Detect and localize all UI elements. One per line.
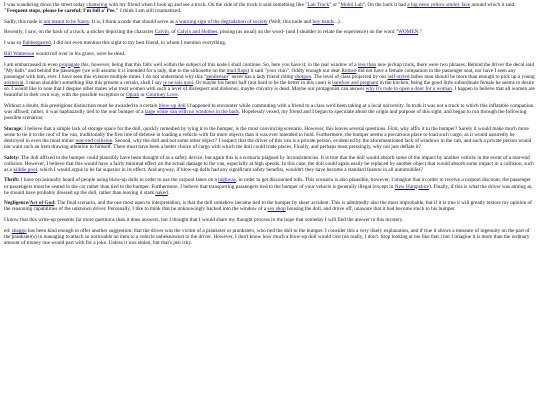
text-run: with my friend when I look up and see a truck. On the side of the truck it said something like "	[107, 2, 308, 8]
scenario-heading: Thrift:	[4, 177, 20, 184]
scenario-heading: "Frequent stops, please be careful; I'm full a' Pee."	[4, 8, 119, 15]
hardlink[interactable]: chattering	[86, 2, 108, 8]
text-run: I was wandering down the street today	[4, 2, 87, 8]
text-run: The final scenario, and the one most open to interpretation, is that the doll somehow became tied to the bumper by sheer accident. This is admittedly also the most improbable, but if it is true it will greatly restore my opinion of the reasoning capabilities of the unknown driver. Personally, I like to think that he unknowingly backed into the window of a	[4, 200, 532, 213]
text-run: I am embarrassed to even	[4, 61, 59, 68]
hardlink[interactable]: Act of God	[29, 200, 55, 207]
hardlink[interactable]: naked	[155, 189, 168, 196]
paragraph	[4, 217, 535, 223]
hardlink[interactable]: less than	[357, 61, 377, 68]
text-run: Recently, I saw, on the back of a truck, a sticker depicting the character	[4, 29, 155, 36]
hardlink[interactable]: je ne sais quoi	[163, 79, 194, 86]
hardlink[interactable]: Lab Truck	[307, 2, 330, 8]
text-run: , in order to get discounted tolls. This scenario is also plausible, however, I imagine that in order to receive a carpool discount, the passenger or passengers must be seated in the car rather than tied to the bumper. Furthermore, I believe that transporting passengers tied to the bumper of your vehicle is generally illegal (except in	[4, 177, 531, 190]
hardlink[interactable]: propagate	[58, 61, 80, 68]
hardlink[interactable]: flabbergasted	[22, 40, 51, 47]
text-run: I was so	[4, 40, 23, 47]
hardlink[interactable]: mud flaps	[226, 67, 248, 74]
paragraph	[4, 19, 535, 25]
text-run: ...).	[333, 18, 341, 25]
text-run: ". On the back it had	[362, 2, 408, 8]
text-run: The doll affixed to the bumper could plausibly have been thought of as a safety device, but again this is a scenario plagued by inconsistencies. It is true that the doll would absorb some of the impact by another vehicle in the event of a rear-end collision. However, I believe that this would have a fairly minimal effect on the actual damage to the van, especially at high speeds. In this case, the doll could again easily be replaced by another object that would absorb some impact in a collision, such as a	[4, 154, 534, 173]
text-run: .	[177, 92, 180, 98]
text-run: . Or maybe his better half (not hard to be the better in this case) is	[193, 79, 333, 86]
hardlink[interactable]: aristocrat	[4, 79, 24, 86]
text-run: I have occasionally heard of people using blow-up dolls in order to use the carpool lanes on a	[19, 177, 219, 184]
hardlink[interactable]: gentleman	[206, 73, 229, 80]
hardlink[interactable]: Calvin and Hobbes	[177, 29, 218, 36]
paragraph	[4, 126, 535, 150]
paragraph	[4, 2, 535, 14]
paragraph	[4, 40, 535, 46]
text-run: " or "	[329, 2, 341, 8]
hardlink[interactable]: barefoot and pregnant	[332, 79, 379, 86]
text-run: , of	[168, 29, 178, 36]
hardlink[interactable]: Courtney Love	[146, 92, 178, 98]
text-run: has been kind enough to offer another suggestion: that the driver was the victim of a prankster or pranksters, who tied the doll to the bumper. I consider this a very likely explanation, and if true it shows a measure of ingenuity on the part of the prankster(s) in managing to attach so noticeable an item to a vehicle unbeknownst to the driver. However, I don't know how much a blow-up doll would cost (no really, I don't. Stop looking at me like that.) but I imagine it is more than the ordinary amount of money one would part with for a joke. Unless it was stolen, but that's just icky.	[4, 227, 530, 246]
paragraph	[4, 155, 535, 173]
paragraph	[4, 228, 535, 246]
text-run: ). Finally, if this is what the driver was aiming at, he should have probably dressed up the doll, rather than leaving it stark	[4, 183, 533, 196]
text-run: .	[167, 189, 170, 196]
hardlink[interactable]: large white van with no windows in the back	[144, 108, 239, 115]
text-run: ladies man should be more than enough to pick up a young	[409, 73, 535, 80]
hardlink[interactable]: Calvin	[154, 29, 169, 36]
text-run: I know that this write-up presents far more questions than it does answers, but I thought that I would share my thought process in the hope that someday I will find the answer to this mystery.	[4, 217, 404, 224]
hardlink[interactable]: New Hampshire	[394, 183, 429, 190]
hardlink[interactable]: kiddie pool	[13, 166, 38, 173]
text-run: (Well, this node and	[267, 18, 313, 25]
text-run: . It is, I think a node that should serve as	[89, 18, 176, 25]
hardlink[interactable]: Bill Watterson	[4, 50, 35, 57]
hardlink[interactable]: Mobil Lab	[340, 2, 363, 8]
text-run: did not have a female companion in the passenger seat, nor have I seen any passenger with him, ever. I have seen this eyesore multiple times. I do not understand why this "	[4, 67, 516, 80]
text-run: ) it said "your chin". Oddly enough our dear	[247, 67, 342, 74]
paragraph	[4, 51, 535, 57]
scenario-heading: Safety:	[4, 154, 20, 161]
hardlink[interactable]: Oprah	[126, 92, 140, 98]
paragraph	[4, 177, 535, 195]
scenario-heading: Storage:	[4, 125, 23, 132]
paragraph	[4, 29, 535, 35]
text-run: . I mean shouldn't something like this present a certain, shall I say	[23, 79, 164, 86]
text-run: housing the doll, and drove off, unaware that it had become stuck to his bumper.	[285, 206, 456, 213]
text-run: this, however, being that this falls well within the subject of this node I shall continue. So, here you have it; in the rear window of a	[79, 61, 358, 68]
text-run: ed:	[4, 227, 12, 234]
hardlink[interactable]: blow-up doll	[158, 102, 186, 109]
text-run: I think I am still traumatized.	[118, 8, 182, 15]
text-run: I happened to encounter while commuting with a friend to a class we'd been taking at a local university. In truth it was not a truck to which this inflatable companion was affixed; rather, it was haphazardly tied to the rear bumper of a	[4, 102, 534, 115]
text-run: ."	[418, 29, 422, 36]
text-run: Sadly, this node is	[4, 18, 44, 25]
hardlink[interactable]: a warning sign of the degradation of society	[175, 18, 268, 25]
hardlink[interactable]: a big neon yellow smiley face	[407, 2, 471, 8]
scenario-heading: Negligence/	[4, 200, 30, 207]
text-run: I believe that a simple lack of storage space for the doll, quickly remedied by tying it to the bumper, is the most convincing scenario. However, this leaves several questions. First, why affix it to the bumper? Surely it would make much more sense to tie it to the roof of the van, traditionally the first line of defense in loading a vehicle with far more objects than it was ever intended to hold. Furthermore, the bumper seems a precarious place to load such cargo, as it would assuredly be destroyed in even the most minor	[4, 125, 529, 144]
paragraph	[4, 62, 535, 99]
paragraph	[4, 200, 535, 212]
text-run: in the kitchen, being the good little subordinate female he seems to desire so. I would like to note that I despise other males who treat women with such a level of disrespect and dishonor, maybe chivalry is dead. Maybe our protagonist can answer	[4, 79, 535, 92]
hardlink[interactable]: WOMEN	[397, 29, 419, 36]
text-run: . Hopelessly vexed, my friend and I began to speculate about the origin and purpose of this sight, and began to run through the following possible scenarios:	[4, 108, 527, 121]
text-run: " never has a lady friend riding	[228, 73, 295, 80]
hardlink[interactable]: why it's rude to open a door for a woman	[365, 85, 452, 92]
text-run: Without a doubt, this prestigious distinction must be awarded to a certain	[4, 102, 159, 109]
scenario-heading: :	[54, 200, 56, 207]
hardlink[interactable]: sbaggo	[11, 227, 27, 234]
text-run: or	[139, 92, 147, 98]
hardlink[interactable]: not meant to be funny	[43, 18, 90, 25]
hardlink[interactable]: sex shop	[267, 206, 286, 213]
paragraph	[4, 103, 535, 121]
text-run: new pickup truck, there were two phrases. Behind the driver the decal said "My balls" and behind the passenger (we will assume it is intended for a lady, due to the silhouette on the	[4, 61, 535, 74]
text-run: around which it said:	[470, 2, 516, 8]
text-run: , which I would argue to be far superior in its effect. And anyway, if blow-up dolls had any significant safety benefits, wouldn't they have become a standard feature in all automobiles?	[37, 166, 423, 173]
text-run: . The level of class projected by our	[311, 73, 388, 80]
hardlink[interactable]: boy bands	[312, 18, 334, 25]
text-run: . Second, why the doll and not some other object? I suspect that the driver of this van is a private person, evidenced by the aforementioned lack of windows in the cab, and such a private person would not want such an item drawing attention to himself. There must have been a better choice of cargo with which the doll could trade places. Finally, and perhaps most pressingly, why not just deflate it?	[4, 137, 532, 150]
text-run: . I happen to believe that all women are beautiful in their own way, with the possible exception or	[4, 85, 535, 98]
hardlink[interactable]: Romeo	[341, 67, 357, 74]
hardlink[interactable]: self-styled	[387, 73, 410, 80]
hardlink[interactable]: highway	[218, 177, 236, 184]
text-run: , I did not even mention this sight to my best friend, to whom I mention everything.	[50, 40, 227, 47]
text-run: would roll over in his grave, were he dead.	[34, 50, 126, 57]
text-run: , pissing (as usual) on the word- (and I shudder to relate the experience) on the word "	[217, 29, 398, 36]
hardlink[interactable]: rear-end collision	[75, 137, 113, 144]
hardlink[interactable]: shotgun	[294, 73, 312, 80]
